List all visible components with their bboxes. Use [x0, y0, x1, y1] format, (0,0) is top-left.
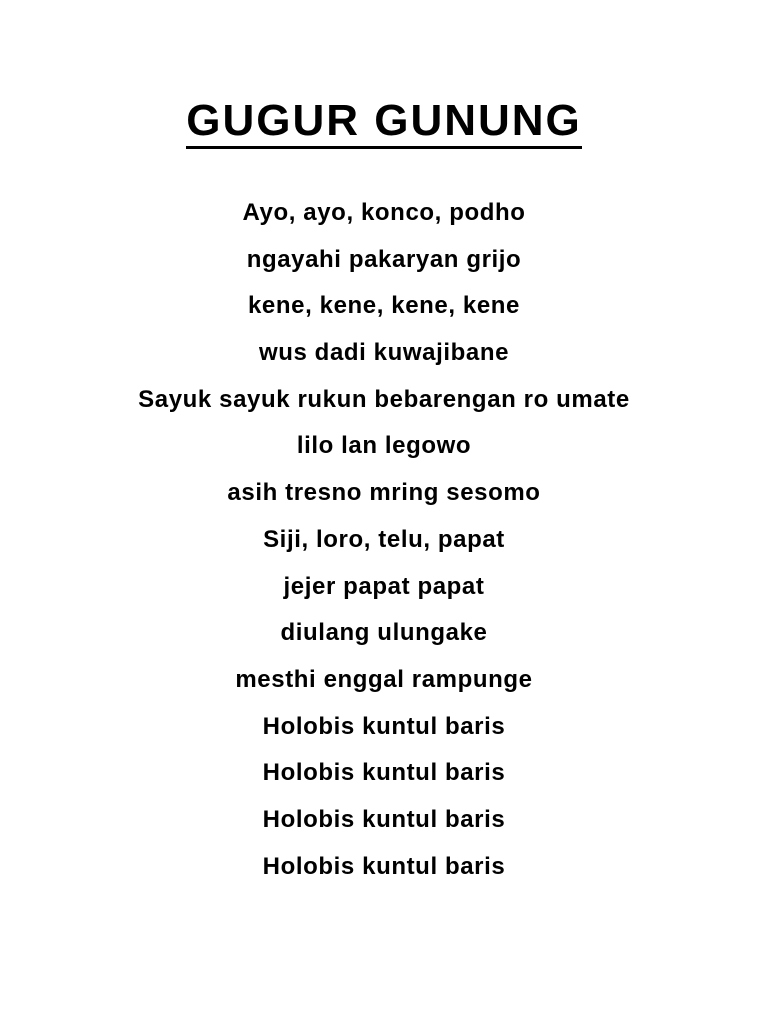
- song-title-text: GUGUR GUNUNG: [186, 96, 582, 149]
- lyric-line: Siji, loro, telu, papat: [263, 525, 505, 553]
- lyric-line: kene, kene, kene, kene: [247, 292, 521, 320]
- song-title: [0, 93, 768, 149]
- lyric-line: Sayuk sayuk rukun bebarengan ro umate: [138, 385, 630, 413]
- lyric-line: lilo lan legowo: [296, 432, 472, 460]
- lyric-line: Holobis kuntul baris: [262, 712, 506, 740]
- lyric-line: jejer papat papat: [283, 572, 485, 600]
- lyric-line: asih tresno mring sesomo: [227, 479, 541, 507]
- lyric-line: Ayo, ayo, konco, podho: [242, 199, 526, 226]
- lyric-line: diulang ulungake: [280, 619, 488, 647]
- lyric-line: Holobis kuntul baris: [262, 759, 506, 787]
- lyric-line: Holobis kuntul baris: [262, 805, 506, 833]
- lyrics-list: [0, 190, 768, 890]
- lyric-line: wus dadi kuwajibane: [258, 339, 510, 367]
- lyric-line: ngayahi pakaryan grijo: [246, 245, 522, 273]
- lyric-line: Holobis kuntul baris: [262, 852, 506, 880]
- lyric-line: mesthi enggal rampunge: [235, 665, 533, 693]
